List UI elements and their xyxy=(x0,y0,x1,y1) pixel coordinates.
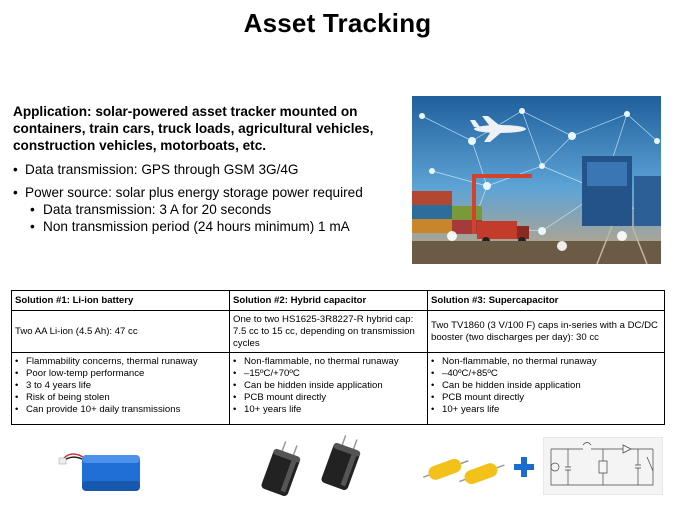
hybrid-capacitor-image xyxy=(247,434,387,506)
list-item: • Poor low-temp performance xyxy=(15,368,226,380)
header-li-ion: Solution #1: Li-ion battery xyxy=(12,291,230,311)
summary-hybrid-capacitor: One to two HS1625-3R8227-R hybrid cap: 7.5 cc to 15 cc, depending on transmission cycles xyxy=(230,311,428,353)
list-item: • –40ºC/+85ºC xyxy=(431,368,661,380)
plus-icon xyxy=(514,457,534,482)
list-item: • PCB mount directly xyxy=(431,392,661,404)
list-item: • Can be hidden inside application xyxy=(431,380,661,392)
list-item: • Risk of being stolen xyxy=(15,392,226,404)
bullet-power-source: • Power source: solar plus energy storage power required xyxy=(13,184,408,201)
list-item: • 10+ years life xyxy=(233,404,424,416)
header-hybrid-capacitor: Solution #2: Hybrid capacitor xyxy=(230,291,428,311)
list-item: • 10+ years life xyxy=(431,404,661,416)
bullet-data-transmission: • Data transmission: GPS through GSM 3G/4G xyxy=(13,161,408,178)
list-item: • PCB mount directly xyxy=(233,392,424,404)
requirements-list xyxy=(13,161,408,235)
list-item: • Can be hidden inside application xyxy=(233,380,424,392)
application-description: Application: solar-powered asset tracker mounted on containers, train cars, truck loads, agricultural vehicles, construction vehicles, motorboats, etc. xyxy=(13,104,374,153)
list-item: • Flammability concerns, thermal runaway xyxy=(15,356,226,368)
li-ion-battery-image xyxy=(58,443,143,500)
solutions-table xyxy=(11,290,665,425)
logistics-network-image xyxy=(412,96,661,264)
header-supercapacitor: Solution #3: Supercapacitor xyxy=(428,291,665,311)
list-item: • Can provide 10+ daily transmissions xyxy=(15,404,226,416)
sub-bullet-transmission: • Data transmission: 3 A for 20 seconds xyxy=(13,201,408,218)
list-item: • –15ºC/+70ºC xyxy=(233,368,424,380)
supercapacitor-image xyxy=(418,446,508,497)
features-supercapacitor xyxy=(428,353,665,425)
list-item: • 3 to 4 years life xyxy=(15,380,226,392)
summary-supercapacitor: Two TV1860 (3 V/100 F) caps in-series with a DC/DC booster (two discharges per day): 30 cc xyxy=(428,311,665,353)
features-li-ion xyxy=(12,353,230,425)
features-hybrid-capacitor xyxy=(230,353,428,425)
list-item: • Non-flammable, no thermal runaway xyxy=(431,356,661,368)
list-item: • Non-flammable, no thermal runaway xyxy=(233,356,424,368)
sub-bullet-idle: • Non transmission period (24 hours minimum) 1 mA xyxy=(13,218,408,235)
summary-li-ion: Two AA Li-ion (4.5 Ah): 47 cc xyxy=(12,311,230,353)
page-title: Asset Tracking xyxy=(243,8,432,38)
dc-dc-booster-schematic xyxy=(543,437,663,500)
